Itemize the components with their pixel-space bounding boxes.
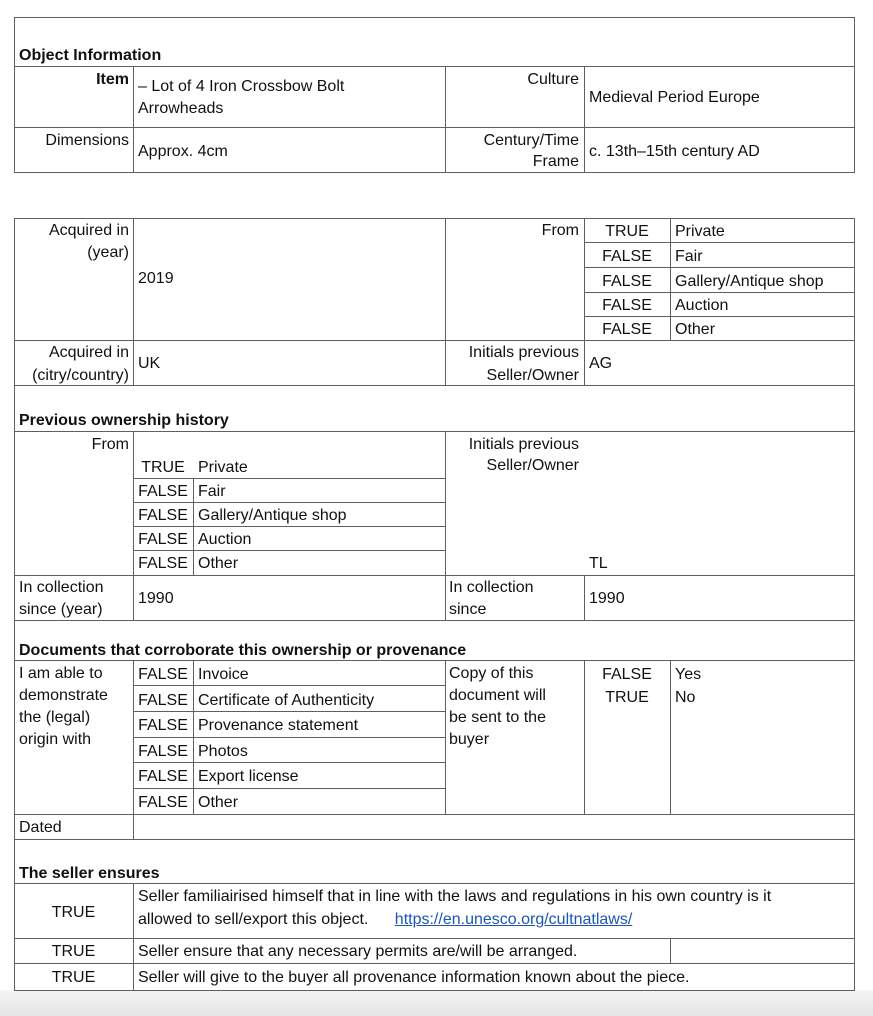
prev-from-flag: FALSE bbox=[138, 531, 188, 548]
doc-item: Other bbox=[198, 794, 239, 811]
prev-initials-value: TL bbox=[589, 555, 608, 572]
acq-from-flag: TRUE bbox=[605, 223, 649, 240]
doc-flag: FALSE bbox=[138, 717, 188, 734]
since-value: 1990 bbox=[589, 590, 625, 607]
doc-flag: FALSE bbox=[138, 794, 188, 811]
copy-option: No bbox=[675, 689, 696, 706]
unesco-link[interactable]: https://en.unesco.org/cultnatlaws/ bbox=[394, 911, 633, 928]
century-label-line1: Century/Time bbox=[483, 132, 579, 149]
seller-statement-text: allowed to sell/export this object. bbox=[138, 911, 369, 928]
prev-initials-label-line1: Initials previous bbox=[468, 436, 579, 453]
object-info-heading: Object Information bbox=[19, 47, 162, 64]
seller-flag: TRUE bbox=[51, 904, 96, 921]
doc-item: Export license bbox=[198, 768, 299, 785]
prev-from-option: Private bbox=[198, 459, 248, 476]
acquired-year-value: 2019 bbox=[138, 270, 174, 287]
prev-from-option: Auction bbox=[198, 531, 252, 548]
acquired-place-label-line2: (citry/country) bbox=[32, 367, 129, 384]
doc-flag: FALSE bbox=[138, 666, 188, 683]
seller-statement: Seller ensure that any necessary permits are/will be arranged. bbox=[138, 943, 578, 960]
acq-initials-label-line1: Initials previous bbox=[468, 344, 579, 361]
acq-from-flag: FALSE bbox=[602, 248, 652, 265]
acq-from-flag: FALSE bbox=[602, 297, 652, 314]
seller-statement-line2 bbox=[138, 910, 632, 929]
demo-label-line: demonstrate bbox=[19, 687, 108, 704]
item-value-line2: Arrowheads bbox=[138, 100, 224, 117]
seller-statement: Seller will give to the buyer all provenance information known about the piece. bbox=[138, 969, 690, 986]
acq-from-flag: FALSE bbox=[602, 321, 652, 338]
demo-label-line: origin with bbox=[19, 731, 92, 748]
copy-flag: TRUE bbox=[605, 689, 649, 706]
since-year-value: 1990 bbox=[138, 590, 174, 607]
demo-label-line: the (legal) bbox=[19, 709, 91, 726]
dated-label: Dated bbox=[19, 819, 62, 836]
seller-flag: TRUE bbox=[51, 969, 96, 986]
since-label-line2: since bbox=[449, 601, 487, 618]
seller-statement-line1: Seller familiairised himself that in line with the laws and regulations in his own country is it bbox=[138, 888, 772, 905]
copy-label-line: be sent to the bbox=[449, 709, 546, 726]
doc-flag: FALSE bbox=[138, 743, 188, 760]
doc-item: Photos bbox=[198, 743, 248, 760]
copy-flag: FALSE bbox=[602, 666, 652, 683]
prev-from-flag: TRUE bbox=[141, 459, 185, 476]
acq-from-option: Other bbox=[675, 321, 716, 338]
century-label-line2: Frame bbox=[532, 153, 579, 170]
copy-option: Yes bbox=[675, 666, 702, 683]
copy-label-line: document will bbox=[449, 687, 546, 704]
acquired-place-value: UK bbox=[138, 355, 161, 372]
prev-from-option: Fair bbox=[198, 483, 226, 500]
demo-label-line: I am able to bbox=[19, 665, 103, 682]
previous-ownership-heading: Previous ownership history bbox=[19, 412, 229, 429]
since-year-label-line1: In collection bbox=[19, 579, 104, 596]
since-label-line1: In collection bbox=[449, 579, 534, 596]
prev-initials-label-line2: Seller/Owner bbox=[486, 457, 579, 474]
acq-from-option: Auction bbox=[675, 297, 729, 314]
acquired-place-label-line1: Acquired in bbox=[48, 344, 129, 361]
copy-label-line: Copy of this bbox=[449, 665, 534, 682]
doc-flag: FALSE bbox=[138, 692, 188, 709]
acq-from-flag: FALSE bbox=[602, 273, 652, 290]
prev-from-flag: FALSE bbox=[138, 507, 188, 524]
item-value-line1: – Lot of 4 Iron Crossbow Bolt bbox=[138, 78, 345, 95]
prev-from-label: From bbox=[91, 436, 129, 453]
acquired-year-label-line1: Acquired in bbox=[48, 222, 129, 239]
century-value: c. 13th–15th century AD bbox=[589, 143, 760, 160]
prev-from-flag: FALSE bbox=[138, 555, 188, 572]
acq-initials-value: AG bbox=[589, 355, 613, 372]
acq-from-option: Private bbox=[675, 223, 725, 240]
dimensions-label: Dimensions bbox=[45, 132, 129, 149]
dimensions-value: Approx. 4cm bbox=[138, 143, 228, 160]
seller-flag: TRUE bbox=[51, 943, 96, 960]
prev-from-option: Other bbox=[198, 555, 239, 572]
prev-from-flag: FALSE bbox=[138, 483, 188, 500]
seller-heading: The seller ensures bbox=[19, 865, 160, 882]
acq-initials-label-line2: Seller/Owner bbox=[486, 367, 579, 384]
copy-label-line: buyer bbox=[449, 731, 490, 748]
culture-label: Culture bbox=[527, 71, 579, 88]
page-bottom-shade bbox=[0, 990, 873, 1016]
prev-from-option: Gallery/Antique shop bbox=[198, 507, 347, 524]
acquired-year-label-line2: (year) bbox=[87, 244, 129, 261]
documents-heading: Documents that corroborate this ownership or provenance bbox=[19, 642, 467, 659]
item-label: Item bbox=[96, 71, 129, 88]
doc-item: Invoice bbox=[198, 666, 249, 683]
acquired-from-label: From bbox=[541, 222, 579, 239]
acq-from-option: Gallery/Antique shop bbox=[675, 273, 824, 290]
doc-item: Provenance statement bbox=[198, 717, 359, 734]
culture-value: Medieval Period Europe bbox=[589, 89, 760, 106]
since-year-label-line2: since (year) bbox=[19, 601, 103, 618]
doc-item: Certificate of Authenticity bbox=[198, 692, 375, 709]
acq-from-option: Fair bbox=[675, 248, 703, 265]
doc-flag: FALSE bbox=[138, 768, 188, 785]
